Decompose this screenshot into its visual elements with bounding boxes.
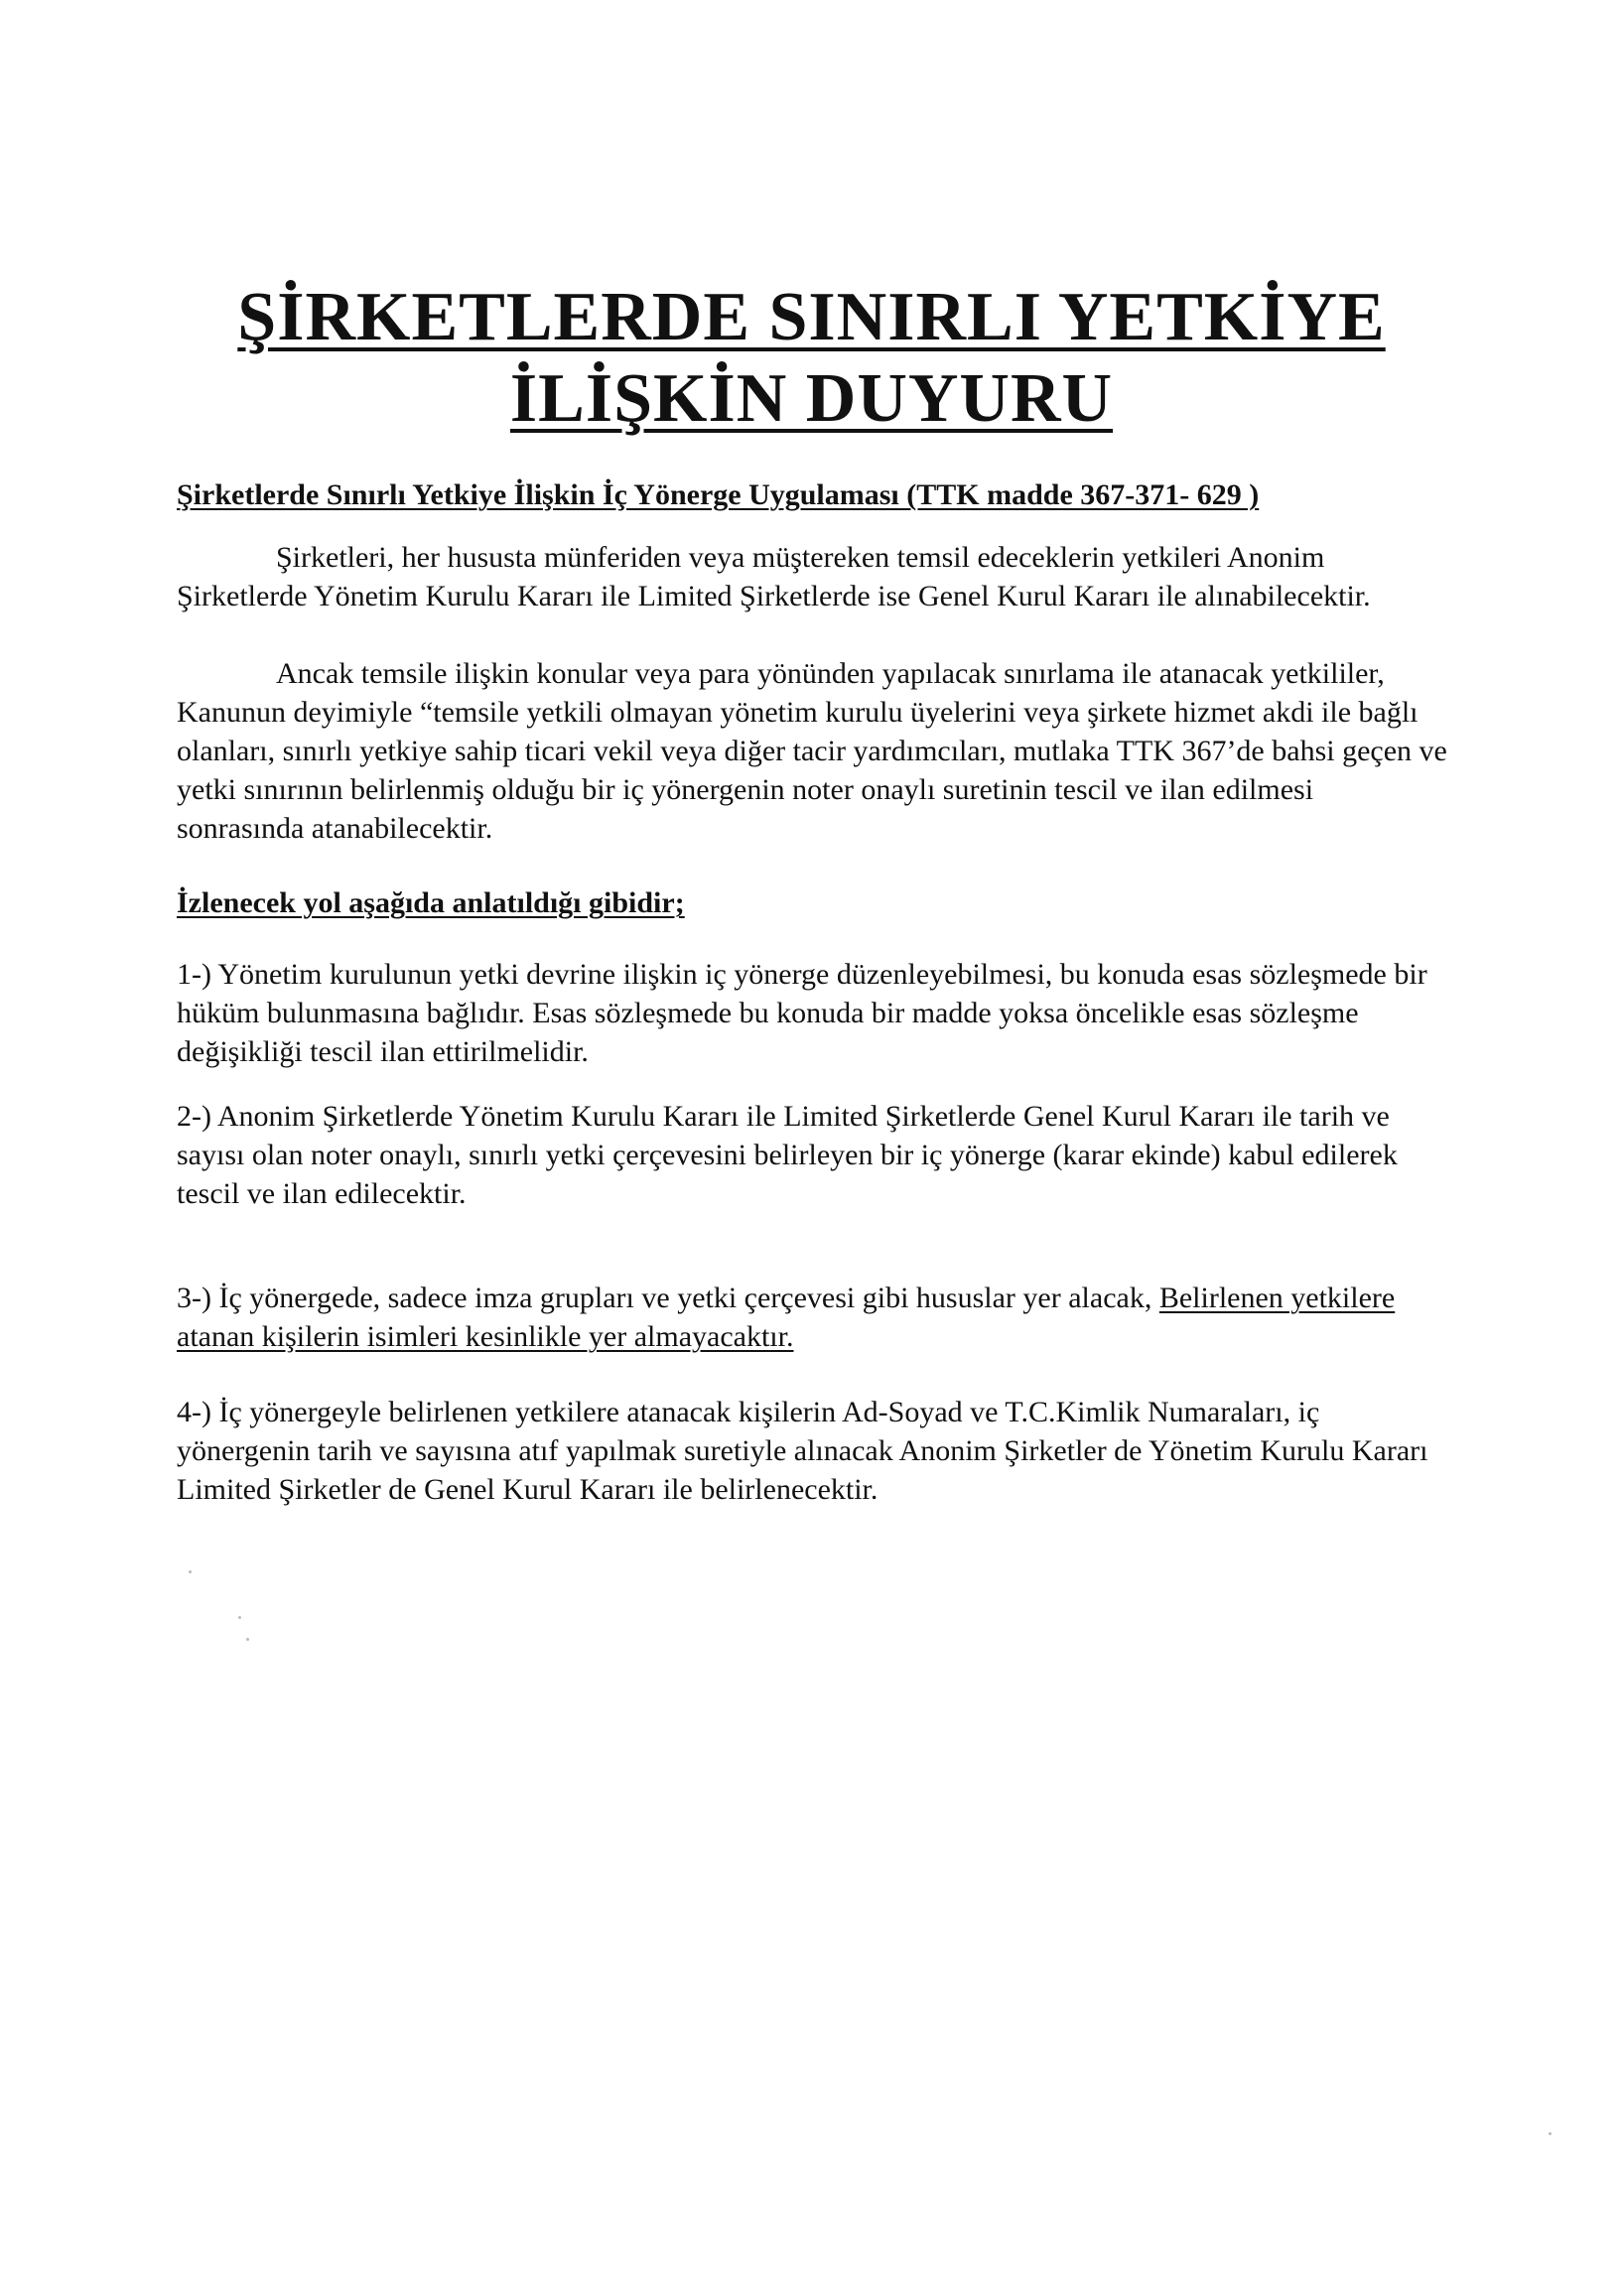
step-1: 1-) Yönetim kurulunun yetki devrine ilişkin iç yönerge düzenleyebilmesi, bu konuda esas sözleşmede bir hüküm bulunmasına bağlıdır. Esas sözleşmede bu konuda bir madde yoksa öncelikle esas sözleşme değişikliği tescil ilan ettirilmelidir.: [177, 958, 1427, 1068]
scan-speck: [1549, 2132, 1552, 2135]
document-subtitle: Şirketlerde Sınırlı Yetkiye İlişkin İç Yönerge Uygulaması (TTK madde 367-371- 629 ): [177, 478, 1260, 511]
step-2: 2-) Anonim Şirketlerde Yönetim Kurulu Kararı ile Limited Şirketlerde Genel Kurul Kararı ile tarih ve sayısı olan noter onaylı, sınırlı yetki çerçevesini belirleyen bir iç yönerge (karar ekinde) kabul edilerek tescil ve ilan edilecektir.: [177, 1100, 1398, 1210]
step-4: 4-) İç yönergeyle belirlenen yetkilere atanacak kişilerin Ad-Soyad ve T.C.Kimlik Numaraları, iç yönergenin tarih ve sayısına atıf yapılmak suretiyle alınacak Anonim Şirketler de Yönetim Kurulu Kararı Limited Şirketler de Genel Kurul Kararı ile belirlenecektir.: [177, 1396, 1428, 1506]
scan-speck: [189, 1570, 192, 1573]
paragraph-2: Ancak temsile ilişkin konular veya para yönünden yapılacak sınırlama ile atanacak yetkililer, Kanunun deyimiyle “temsile yetkili olmayan yönetim kurulu üyelerini veya şirkete hizmet akdi ile bağlı olanları, sınırlı yetkiye sahip ticari vekil veya diğer tacir yardımcıları, mutlaka TTK 367’de bahsi geçen ve yetki sınırının belirlenmiş olduğu bir iç yönergenin noter onaylı suretinin tescil ve ilan edilmesi sonrasında atanabilecektir.: [177, 657, 1447, 845]
document-title-line-2: [0, 359, 1623, 439]
paragraph-1: Şirketleri, her hususta münferiden veya müştereken temsil edeceklerin yetkileri Anonim Şirketlerde Yönetim Kurulu Kararı ile Limited Şirketlerde ise Genel Kurul Kararı ile alınabilecektir.: [177, 541, 1371, 612]
title-text-1: ŞİRKETLERDE SINIRLI YETKİYE: [237, 279, 1386, 355]
title-text-2: İLİŞKİN DUYURU: [509, 360, 1114, 437]
step-3-text: 3-) İç yönergede, sadece imza grupları ve yetki çerçevesi gibi hususlar yer alacak,: [177, 1282, 1159, 1314]
steps-heading: İzlenecek yol aşağıda anlatıldığı gibidir;: [177, 886, 685, 919]
step-3: [177, 1279, 1447, 1356]
document-title-line-1: [0, 278, 1623, 357]
scan-speck: [246, 1638, 249, 1641]
scan-speck: [238, 1616, 241, 1619]
step-3-underlined-text: Belirlenen yetkilere atanan kişilerin isimleri kesinlikle yer almayacaktır.: [177, 1282, 1396, 1353]
